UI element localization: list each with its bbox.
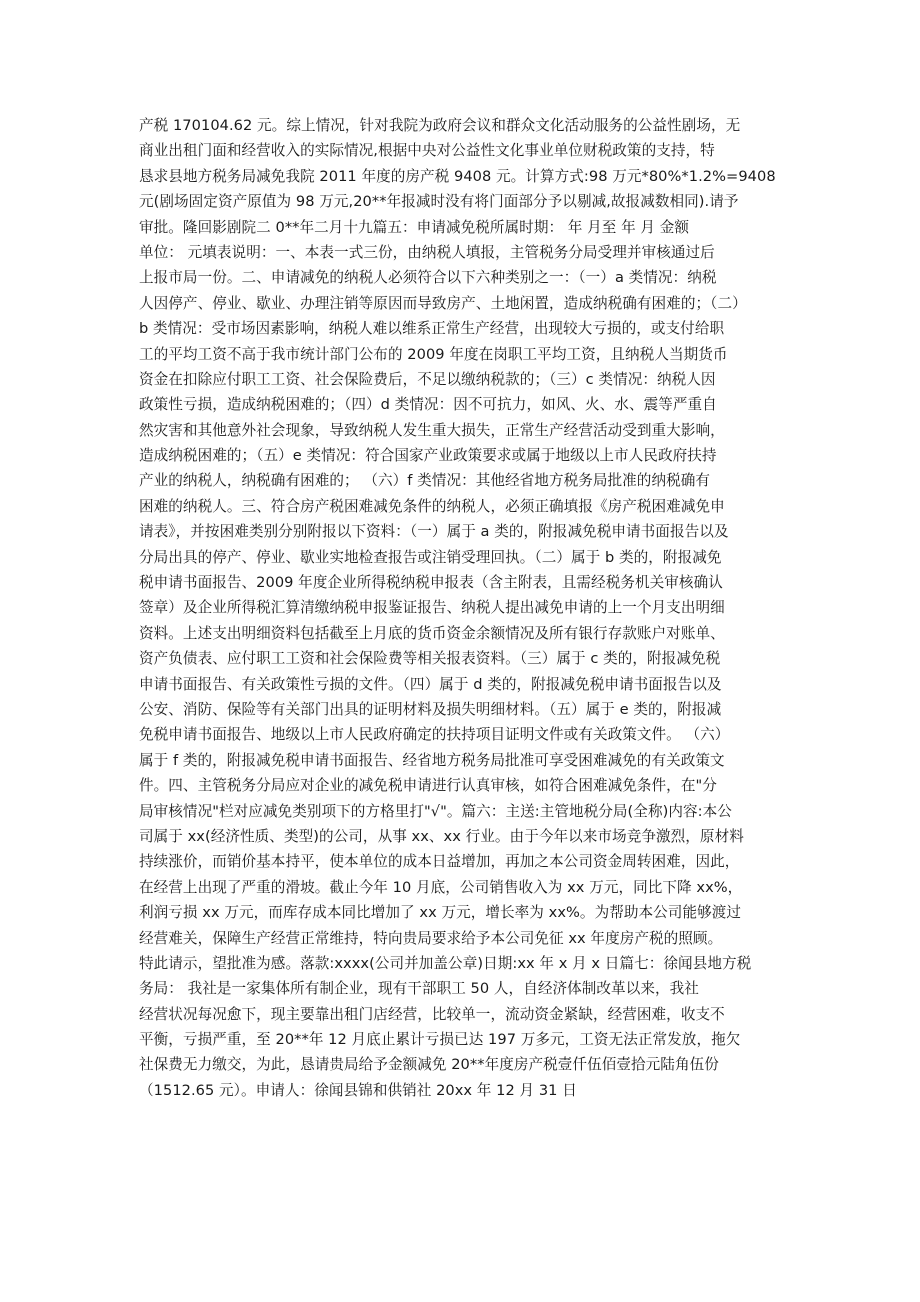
text-line: 局审核情况"栏对应减免类别项下的方格里打"√"。篇六：主送:主管地税分局(全称)内容:本公: [139, 802, 732, 820]
text-line: 特此请示，望批准为感。落款:xxxx(公司并加盖公章)日期:xx 年 x 月 x 日篇七：徐闻县地方税: [139, 954, 752, 972]
text-line: 上报市局一份。二、申请减免的纳税人必须符合以下六种类别之一：（一）a 类情况：纳税: [139, 269, 717, 287]
document-body: [139, 113, 789, 1103]
text-line: 审批。隆回影剧院二 0**年二月十九篇五：申请减免税所属时期： 年 月至 年 月 金额: [139, 218, 690, 236]
text-line: 人因停产、停业、歇业、办理注销等原因而导致房产、土地闲置，造成纳税确有困难的；（二）: [139, 294, 747, 312]
text-line: 申请书面报告、有关政策性亏损的文件。（四）属于 d 类的，附报减免税申请书面报告以及: [139, 675, 722, 693]
text-line: 经营状况每况愈下，现主要靠出租门店经营，比较单一，流动资金紧缺，经营困难，收支不: [139, 1005, 725, 1023]
text-line: 平衡，亏损严重，至 20**年 12 月底止累计亏损已达 197 万多元，工资无法正常发放，拖欠: [139, 1031, 741, 1049]
text-line: 属于 f 类的，附报减免税申请书面报告、经省地方税务局批准可享受困难减免的有关政策文: [139, 751, 725, 769]
text-line: 然灾害和其他意外社会现象，导致纳税人发生重大损失，正常生产经营活动受到重大影响，: [139, 421, 725, 439]
text-line: 社保费无力缴交，为此，恳请贵局给予金额减免 20**年度房产税壹仟伍佰壹拾元陆角伍份: [139, 1056, 719, 1074]
text-line: 产业的纳税人，纳税确有困难的； （六）f 类情况：其他经省地方税务局批准的纳税确有: [139, 472, 711, 490]
text-line: 单位： 元填表说明：一、本表一式三份，由纳税人填报，主管税务分局受理并审核通过后: [139, 243, 715, 261]
text-line: 公安、消防、保险等有关部门出具的证明材料及损失明细材料。（五）属于 e 类的，附报减: [139, 700, 722, 718]
text-line: 工的平均工资不高于我市统计部门公布的 2009 年度在岗职工平均工资，且纳税人当期货币: [139, 345, 728, 363]
text-line: 政策性亏损，造成纳税困难的；（四）d 类情况：因不可抗力，如风、火、水、震等严重自: [139, 396, 717, 414]
text-line: 资金在扣除应付职工工资、社会保险费后，不足以缴纳税款的；（三）c 类情况：纳税人因: [139, 370, 716, 388]
text-line: 资产负债表、应付职工工资和社会保险费等相关报表资料。（三）属于 c 类的，附报减免税: [139, 650, 721, 668]
text-line: 经营难关，保障生产经营正常维持，特向贵局要求给予本公司免征 xx 年度房产税的照顾。: [139, 929, 723, 947]
text-line: 税申请书面报告、2009 年度企业所得税纳税申报表（含主附表，且需经税务机关审核确认: [139, 574, 723, 592]
text-line: 请表》，并按困难类别分别附报以下资料：（一）属于 a 类的，附报减免税申请书面报告以及: [139, 523, 729, 541]
text-line: 务局： 我社是一家集体所有制企业，现有干部职工 50 人，自经济体制改革以来，我社: [139, 980, 699, 998]
text-line: 在经营上出现了严重的滑坡。截止今年 10 月底，公司销售收入为 xx 万元，同比下降 xx%，: [139, 878, 743, 896]
text-line: 持续涨价，而销价基本持平，使本单位的成本日益增加，再加之本公司资金周转困难，因此，: [139, 853, 740, 871]
text-line: b 类情况：受市场因素影响，纳税人难以维系正常生产经营，出现较大亏损的，或支付给职: [139, 320, 725, 338]
text-line: 利润亏损 xx 万元，而库存成本同比增加了 xx 万元，增长率为 xx%。为帮助本公司能够渡过: [139, 904, 742, 922]
text-line: 件。四、主管税务分局应对企业的减免税申请进行认真审核，如符合困难减免条件，在"分: [139, 777, 717, 795]
text-line: 免税申请书面报告、地级以上市人民政府确定的扶持项目证明文件或有关政策文件。 （六）: [139, 726, 730, 744]
text-line: （1512.65 元）。申请人：徐闻县锦和供销社 20xx 年 12 月 31 日: [139, 1081, 577, 1099]
text-line: 商业出租门面和经营收入的实际情况,根据中央对公益性文化事业单位财税政策的支持，特: [139, 142, 715, 160]
text-line: 恳求县地方税务局减免我院 2011 年度的房产税 9408 元。计算方式:98 万元*80%*1.2%=9408: [139, 167, 776, 185]
text-line: 签章）及企业所得税汇算清缴纳税申报鉴证报告、纳税人提出减免申请的上一个月支出明细: [139, 599, 725, 617]
text-line: 资料。上述支出明细资料包括截至上月底的货币资金余额情况及所有银行存款账户对账单、: [139, 624, 725, 642]
text-line: 分局出具的停产、停业、歇业实地检查报告或注销受理回执。（二）属于 b 类的，附报减免: [139, 548, 722, 566]
text-line: 司属于 xx(经济性质、类型)的公司，从事 xx、xx 行业。由于今年以来市场竞争激烈，原材料: [139, 827, 744, 845]
text-line: 困难的纳税人。三、符合房产税困难减免条件的纳税人，必须正确填报《房产税困难减免申: [139, 497, 725, 515]
text-line: 元(剧场固定资产原值为 98 万元,20**年报减时没有将门面部分予以剔减,故报减数相同).请予: [139, 193, 739, 211]
text-line: 产税 170104.62 元。综上情况，针对我院为政府会议和群众文化活动服务的公益性剧场，无: [139, 117, 741, 134]
text-line: 造成纳税困难的；（五）e 类情况：符合国家产业政策要求或属于地级以上市人民政府扶持: [139, 447, 717, 465]
